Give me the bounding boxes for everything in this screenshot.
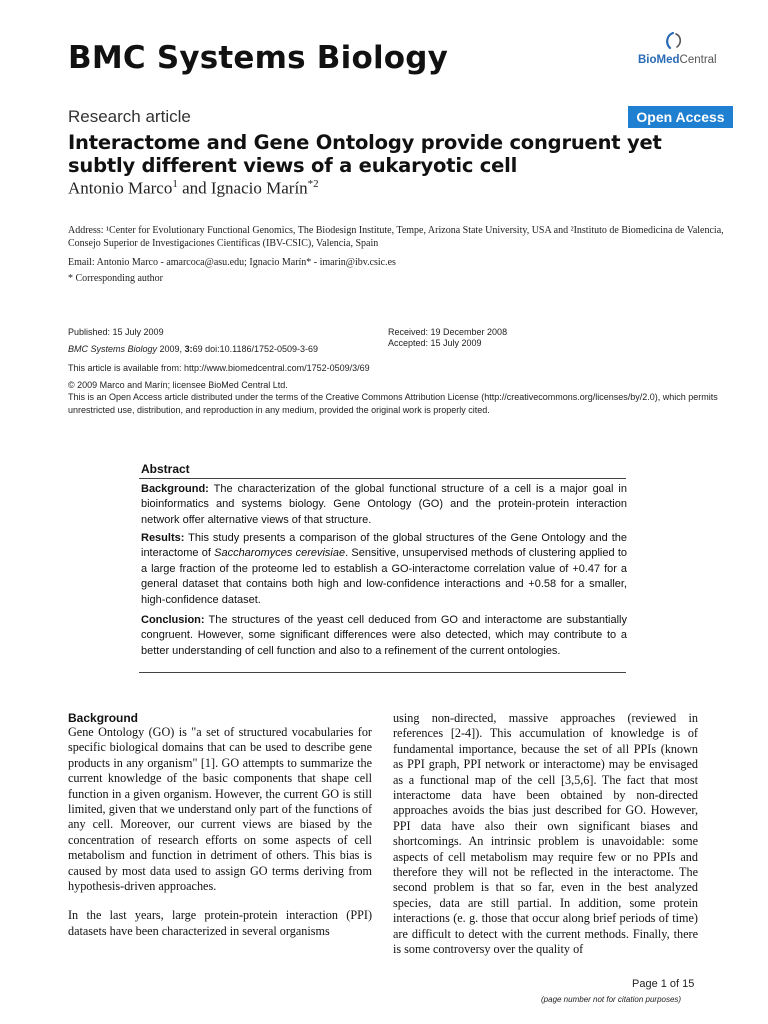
author-affiliation: *2 xyxy=(307,178,319,190)
citation-volume: 3: xyxy=(184,344,193,354)
received-date: Received: 19 December 2008 xyxy=(388,327,508,337)
body-right-column xyxy=(393,711,698,958)
published-date: Published: 15 July 2009 xyxy=(68,327,164,337)
citation-journal: BMC Systems Biology xyxy=(68,344,158,354)
abstract-heading: Abstract xyxy=(141,462,190,476)
abstract-conclusion xyxy=(141,613,627,659)
citation-year: 2009, xyxy=(157,344,185,354)
publisher-name xyxy=(638,54,717,66)
email-line[interactable]: Email: Antonio Marco - amarcoca@asu.edu; Ignacio Marín* - imarin@ibv.csic.es xyxy=(68,257,396,268)
publisher-biomed: BioMed xyxy=(638,54,680,66)
address: Address: ¹Center for Evolutionary Functional Genomics, The Biodesign Institute, Tempe, Arizona State University, USA and ²Instituto de Biomedicina de Valencia, Consejo Superior de Investigaciones Científicas (IBV-CSIC), Valencia, Spain xyxy=(68,225,724,249)
biomed-swirl-icon xyxy=(664,30,686,52)
abstract-results-text: . Sensitive, unsupervised methods of clustering applied to a large fraction of the proteome led to establish a GO-interactome correlation value of +0.47 for a general dataset that contains both high and low-confidence interactions and +0.58 for a smaller, high-confidence dataset. xyxy=(141,547,627,606)
abstract-conclusion-label: Conclusion: xyxy=(141,614,205,626)
author-list xyxy=(68,178,319,199)
publisher-logo[interactable] xyxy=(638,30,720,70)
body-paragraph: Gene Ontology (GO) is "a set of structured vocabularies for specific biological domains that can be used to describe gene products in any organism" [1]. GO attempts to summarize the current knowledge of the basic components that shape cell function in a given organism. However, the current GO is still limited, given that we understand only part of the functions of any cell. Moreover, our current views are biased by the concentration of research efforts on some aspects of cell metabolism and function in detriment of others. This bias is caused by most data used to assign GO terms deriving from hypothesis-driven approaches. xyxy=(68,725,372,894)
body-paragraph: using non-directed, massive approaches (reviewed in references [2-4]). This accumulation of knowledge is of fundamental importance, because the set of all PPIs (known as PPI graph, PPI network or interactome) may be envisaged as a functional map of the cell [3,5,6]. The fact that most interactome data have been obtained by non-directed approaches avoids the bias just described for GO. However, PPI data have also their own significant biases and shortcomings. An intrinsic problem is unavoidable: some aspects of cell metabolism may require few or no PPIs and therefore they will not be reflected in the interactome. The second problem is that so far, even in the best analyzed species, data are still partial. In addition, some protein interactions (e. g. those that occur along brief periods of time) are difficult to detect with the current methods. Finally, there is some controversy over the quality of xyxy=(393,711,698,957)
abstract-box xyxy=(139,458,626,673)
author-name[interactable]: Ignacio Marín xyxy=(210,178,308,198)
author-affiliation: 1 xyxy=(172,178,178,190)
page-number: Page 1 of 15 xyxy=(632,978,695,990)
journal-title: BMC Systems Biology xyxy=(68,40,449,76)
abstract-results xyxy=(141,531,627,608)
abstract-results-label: Results: xyxy=(141,532,185,544)
citation xyxy=(68,343,318,356)
body-paragraph: In the last years, large protein-protein interaction (PPI) datasets have been characterized in several organisms xyxy=(68,908,372,938)
accepted-date: Accepted: 15 July 2009 xyxy=(388,338,482,348)
author-separator: and xyxy=(177,178,211,198)
abstract-divider xyxy=(139,478,626,479)
article-url[interactable]: This article is available from: http://www.biomedcentral.com/1752-0509/3/69 xyxy=(68,363,370,373)
abstract-background xyxy=(141,482,627,528)
body-left-column xyxy=(68,711,372,939)
article-type: Research article xyxy=(68,107,191,126)
article-title: Interactome and Gene Ontology provide congruent yet subtly different views of a eukaryotic cell xyxy=(68,131,662,177)
publisher-central: Central xyxy=(679,54,717,66)
author-name[interactable]: Antonio Marco xyxy=(68,178,173,198)
license-text[interactable]: This is an Open Access article distributed under the terms of the Creative Commons Attribution License (http://creativecommons.org/licenses/by/2.0), which permits unrestricted use, distribution, and reproduction in any medium, provided the original work is properly cited. xyxy=(68,392,718,415)
abstract-results-text: This study presents a comparison of the global structures of the Gene Ontology and the interactome of xyxy=(141,532,627,560)
species-name: Saccharomyces cerevisiae xyxy=(214,547,346,560)
copyright: © 2009 Marco and Marín; licensee BioMed Central Ltd. xyxy=(68,380,288,390)
corresponding-author: * Corresponding author xyxy=(68,273,163,284)
abstract-conclusion-text: The structures of the yeast cell deduced from GO and interactome are substantially congruent. However, some significant differences were also detected, which may contribute to a better understanding of cell function and also to a refinement of the current ontologies. xyxy=(141,614,627,657)
abstract-background-label: Background: xyxy=(141,483,209,495)
abstract-background-text: The characterization of the global functional structure of a cell is a major goal in bioinformatics and systems biology. Gene Ontology (GO) and the protein-protein interaction network offer alternative views of that structure. xyxy=(141,483,627,526)
open-access-badge[interactable]: Open Access xyxy=(628,106,733,128)
citation-doi[interactable]: 69 doi:10.1186/1752-0509-3-69 xyxy=(192,344,319,354)
page-number-note: (page number not for citation purposes) xyxy=(541,995,682,1004)
section-heading: Background xyxy=(68,711,139,725)
